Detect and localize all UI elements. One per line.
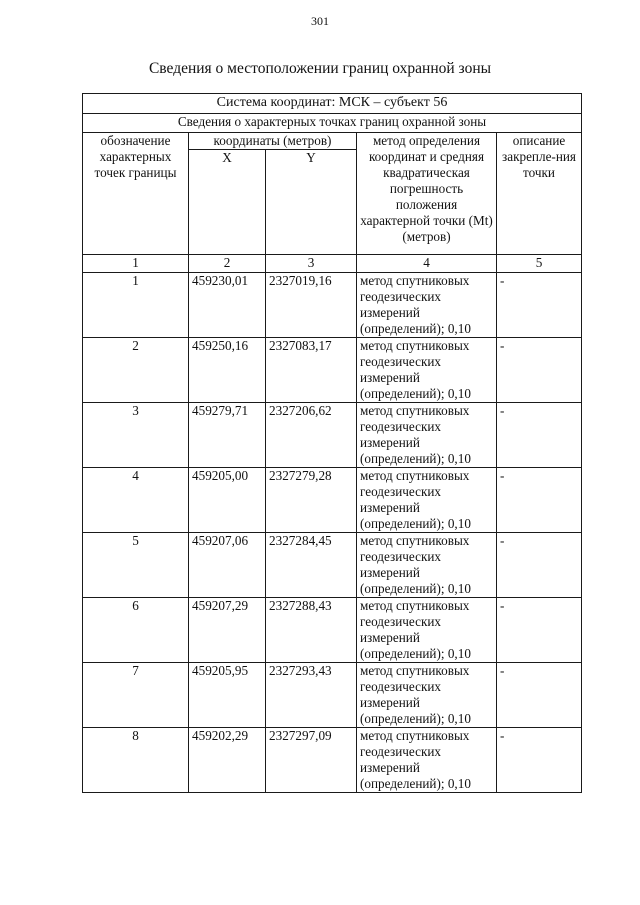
table-row bbox=[83, 663, 582, 728]
header-method: метод определения координат и средняя квадратическая погрешность положения характерной точки (Mt) (метров) bbox=[357, 133, 497, 255]
cell-point: 1 bbox=[83, 273, 189, 338]
cell-y: 2327279,28 bbox=[266, 468, 357, 533]
cell-point: 2 bbox=[83, 338, 189, 403]
cell-y: 2327019,16 bbox=[266, 273, 357, 338]
table-row bbox=[83, 533, 582, 598]
page-number: 301 bbox=[311, 14, 329, 28]
cell-x: 459250,16 bbox=[189, 338, 266, 403]
header-y: Y bbox=[266, 150, 357, 255]
cell-description: - bbox=[497, 598, 582, 663]
cell-x: 459207,29 bbox=[189, 598, 266, 663]
cell-point: 4 bbox=[83, 468, 189, 533]
cell-x: 459279,71 bbox=[189, 403, 266, 468]
cell-y: 2327083,17 bbox=[266, 338, 357, 403]
cell-method: метод спутниковых геодезических измерений (определений); 0,10 bbox=[357, 598, 497, 663]
cell-point: 6 bbox=[83, 598, 189, 663]
cell-method: метод спутниковых геодезических измерений (определений); 0,10 bbox=[357, 728, 497, 793]
cell-y: 2327288,43 bbox=[266, 598, 357, 663]
cell-description: - bbox=[497, 273, 582, 338]
column-number: 4 bbox=[357, 255, 497, 273]
cell-description: - bbox=[497, 403, 582, 468]
table-row bbox=[83, 598, 582, 663]
column-number-row bbox=[83, 255, 582, 273]
boundary-points-row: Сведения о характерных точках границ охранной зоны bbox=[83, 114, 582, 133]
table-row bbox=[83, 728, 582, 793]
cell-x: 459230,01 bbox=[189, 273, 266, 338]
cell-method: метод спутниковых геодезических измерений (определений); 0,10 bbox=[357, 663, 497, 728]
cell-x: 459207,06 bbox=[189, 533, 266, 598]
cell-description: - bbox=[497, 533, 582, 598]
column-number: 1 bbox=[83, 255, 189, 273]
cell-y: 2327284,45 bbox=[266, 533, 357, 598]
cell-method: метод спутниковых геодезических измерений (определений); 0,10 bbox=[357, 468, 497, 533]
document-title: Сведения о местоположении границ охранной зоны bbox=[148, 60, 492, 77]
cell-description: - bbox=[497, 338, 582, 403]
cell-description: - bbox=[497, 728, 582, 793]
cell-point: 3 bbox=[83, 403, 189, 468]
cell-y: 2327206,62 bbox=[266, 403, 357, 468]
cell-point: 5 bbox=[83, 533, 189, 598]
cell-description: - bbox=[497, 468, 582, 533]
cell-x: 459205,00 bbox=[189, 468, 266, 533]
cell-method: метод спутниковых геодезических измерений (определений); 0,10 bbox=[357, 533, 497, 598]
cell-x: 459205,95 bbox=[189, 663, 266, 728]
header-designation: обозначение характерных точек границы bbox=[83, 133, 189, 255]
cell-description: - bbox=[497, 663, 582, 728]
column-number: 3 bbox=[266, 255, 357, 273]
cell-method: метод спутниковых геодезических измерений (определений); 0,10 bbox=[357, 338, 497, 403]
cell-method: метод спутниковых геодезических измерений (определений); 0,10 bbox=[357, 273, 497, 338]
column-number: 2 bbox=[189, 255, 266, 273]
column-number: 5 bbox=[497, 255, 582, 273]
cell-x: 459202,29 bbox=[189, 728, 266, 793]
cell-method: метод спутниковых геодезических измерений (определений); 0,10 bbox=[357, 403, 497, 468]
header-x: X bbox=[189, 150, 266, 255]
header-description: описание закрепле-ния точки bbox=[497, 133, 582, 255]
table-row bbox=[83, 273, 582, 338]
table-row bbox=[83, 338, 582, 403]
table-row bbox=[83, 468, 582, 533]
cell-y: 2327297,09 bbox=[266, 728, 357, 793]
coordinate-system-row: Система координат: МСК – субъект 56 bbox=[83, 94, 582, 114]
header-coordinates: координаты (метров) bbox=[189, 133, 357, 150]
cell-y: 2327293,43 bbox=[266, 663, 357, 728]
coordinates-table bbox=[82, 93, 582, 793]
cell-point: 8 bbox=[83, 728, 189, 793]
cell-point: 7 bbox=[83, 663, 189, 728]
table-row bbox=[83, 403, 582, 468]
